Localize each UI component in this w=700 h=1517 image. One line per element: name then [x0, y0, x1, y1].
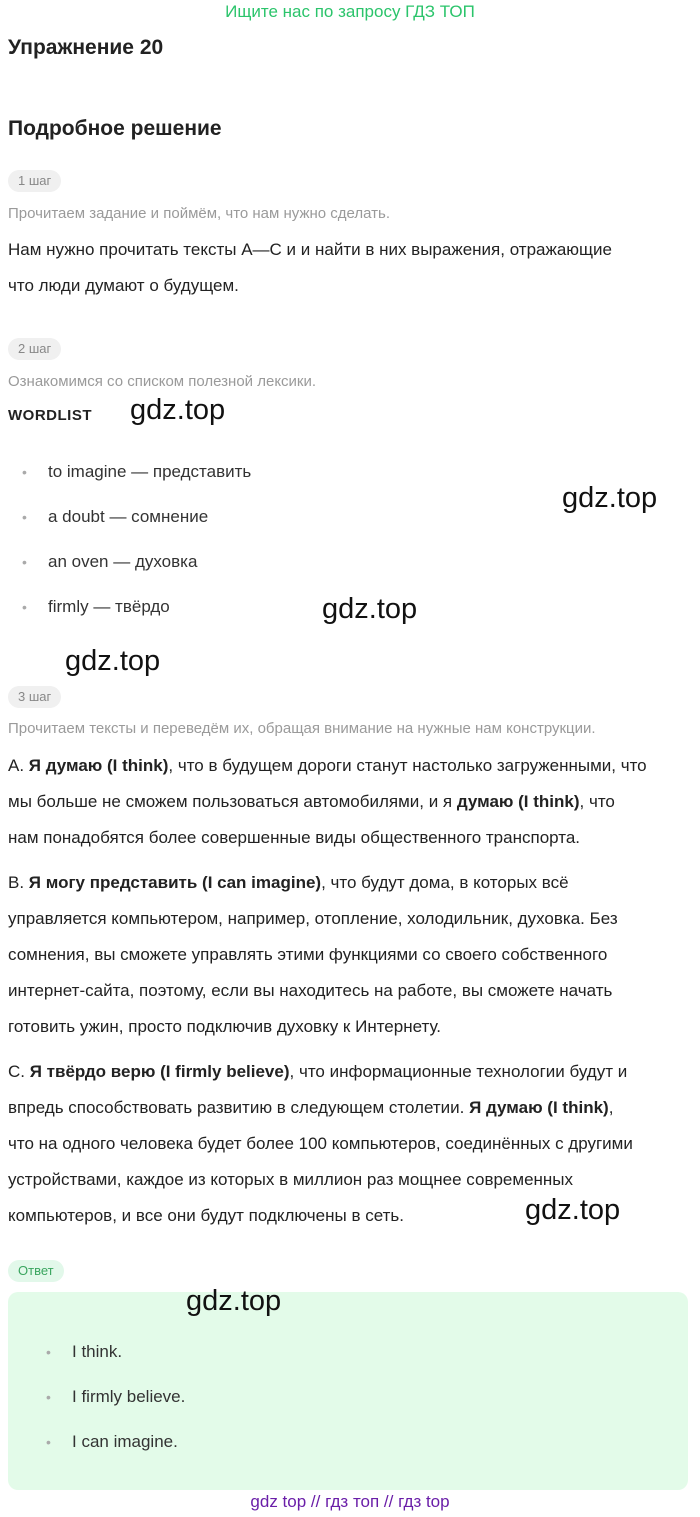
- text-line: впредь способствовать развитию в следующем столетии. Я думаю (I think),: [8, 1098, 614, 1117]
- answer-entry: I can imagine.: [72, 1432, 178, 1451]
- solution-title: Подробное решение: [8, 117, 222, 140]
- text-line: C. Я твёрдо верю (I firmly believe), что информационные технологии будут и: [8, 1062, 628, 1081]
- step-3-hint: Прочитаем тексты и переведём их, обращая внимание на нужные нам конструкции.: [8, 720, 596, 737]
- text-line: мы больше не сможем пользоваться автомобилями, и я думаю (I think), что: [8, 792, 615, 811]
- bullet-icon: •: [22, 509, 27, 525]
- step-1-hint: Прочитаем задание и поймём, что нам нужно сделать.: [8, 205, 391, 222]
- bullet-icon: •: [22, 599, 27, 615]
- watermark: gdz.top: [186, 1285, 282, 1317]
- text-line: интернет-сайта, поэтому, если вы находитесь на работе, вы сможете начать: [8, 981, 613, 1000]
- bullet-icon: •: [46, 1344, 51, 1360]
- step-3-badge: 3 шаг: [8, 686, 61, 708]
- watermark: gdz.top: [322, 593, 418, 625]
- exercise-title: Упражнение 20: [8, 36, 164, 59]
- step-1-badge: 1 шаг: [8, 170, 61, 192]
- answer-entry: I firmly believe.: [72, 1387, 186, 1406]
- text-b: [8, 865, 688, 1045]
- text-line: что на одного человека будет более 100 компьютеров, соединённых с другими: [8, 1134, 633, 1153]
- text-line: устройствами, каждое из которых в миллион раз мощнее современных: [8, 1170, 574, 1189]
- step-2-badge: 2 шаг: [8, 338, 61, 360]
- promo-banner[interactable]: Ищите нас по запросу ГДЗ ТОП: [225, 2, 475, 21]
- text-line: компьютеров, и все они будут подключены в сеть.: [8, 1206, 404, 1225]
- answer-entry: I think.: [72, 1342, 123, 1361]
- word-entry: firmly — твёрдо: [48, 597, 170, 616]
- wordlist-title: WORDLIST: [8, 407, 92, 424]
- text-line: сомнения, вы сможете управлять этими функциями со своего собственного: [8, 945, 608, 964]
- step-2-hint: Ознакомимся со списком полезной лексики.: [8, 373, 317, 390]
- text-line: управляется компьютером, например, отопление, холодильник, духовка. Без: [8, 909, 618, 928]
- watermark: gdz.top: [65, 645, 161, 677]
- word-entry: an oven — духовка: [48, 552, 198, 571]
- bullet-icon: •: [22, 464, 27, 480]
- text-line: Нам нужно прочитать тексты A—C и и найти в них выражения, отражающие: [8, 240, 612, 259]
- answer-badge: Ответ: [8, 1260, 64, 1282]
- watermark: gdz.top: [130, 394, 226, 426]
- bullet-icon: •: [22, 554, 27, 570]
- watermark: gdz.top: [562, 482, 658, 514]
- text-line: готовить ужин, просто подключив духовку к Интернету.: [8, 1017, 441, 1036]
- watermark: gdz.top: [525, 1194, 621, 1226]
- footer-links[interactable]: gdz top // гдз топ // гдз top: [250, 1492, 450, 1511]
- text-line: что люди думают о будущем.: [8, 276, 239, 295]
- bullet-icon: •: [46, 1434, 51, 1450]
- text-line: A. Я думаю (I think), что в будущем дороги станут настолько загруженными, что: [8, 756, 647, 775]
- word-entry: to imagine — представить: [48, 462, 252, 481]
- text-line: нам понадобятся более совершенные виды общественного транспорта.: [8, 828, 580, 847]
- text-a: [8, 748, 688, 856]
- word-entry: a doubt — сомнение: [48, 507, 209, 526]
- text-line: B. Я могу представить (I can imagine), что будут дома, в которых всё: [8, 873, 569, 892]
- bullet-icon: •: [46, 1389, 51, 1405]
- step-1-text: [8, 232, 688, 304]
